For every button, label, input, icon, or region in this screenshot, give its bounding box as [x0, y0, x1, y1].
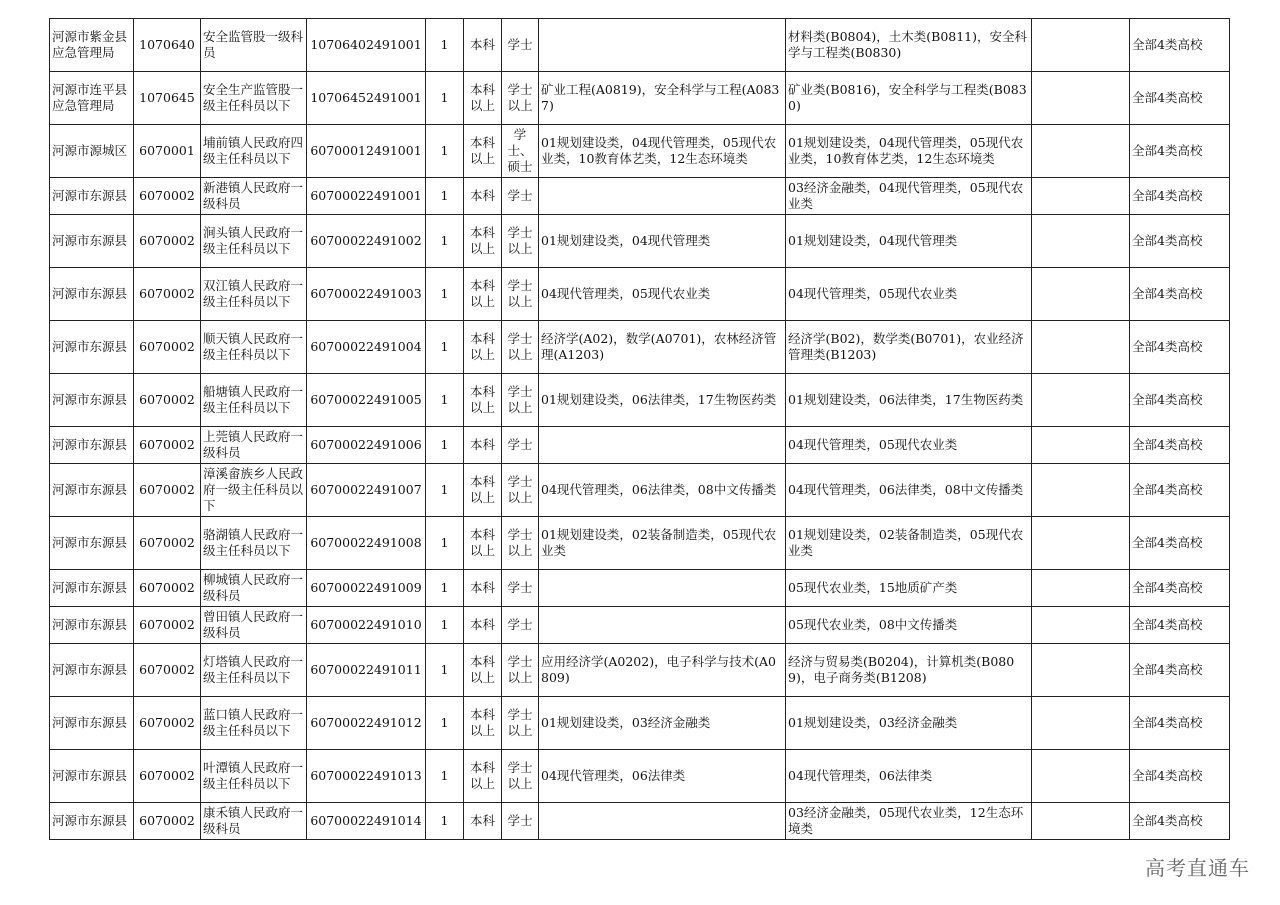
- bachelor-major-cell: 04现代管理类，05现代农业类: [786, 427, 1032, 464]
- other-requirement-cell: [1032, 750, 1130, 803]
- bachelor-major-cell: 矿业类(B0816)，安全科学与工程类(B0830): [786, 72, 1032, 125]
- other-requirement-cell: [1032, 215, 1130, 268]
- other-requirement-cell: [1032, 697, 1130, 750]
- position-cell: 上莞镇人民政府一级科员: [201, 427, 307, 464]
- position-cell: 新港镇人民政府一级科员: [201, 178, 307, 215]
- unit-code-cell: 1070640: [134, 19, 201, 72]
- unit-code-cell: 6070002: [134, 178, 201, 215]
- degree-cell: 学士: [502, 803, 539, 840]
- position-cell: 涧头镇人民政府一级主任科员以下: [201, 215, 307, 268]
- degree-cell: 学士: [502, 178, 539, 215]
- other-requirement-cell: [1032, 374, 1130, 427]
- education-cell: 本科以上: [464, 215, 502, 268]
- candidate-source-cell: 全部4类高校: [1130, 570, 1230, 607]
- hiring-count-cell: 1: [426, 215, 464, 268]
- bachelor-major-cell: 04现代管理类，06法律类，08中文传播类: [786, 464, 1032, 517]
- position-cell: 曾田镇人民政府一级科员: [201, 607, 307, 644]
- postgraduate-major-cell: [539, 19, 786, 72]
- postgraduate-major-cell: 04现代管理类，06法律类，08中文传播类: [539, 464, 786, 517]
- postgraduate-major-cell: [539, 803, 786, 840]
- unit-code-cell: 6070002: [134, 427, 201, 464]
- postgraduate-major-cell: [539, 427, 786, 464]
- unit-code-cell: 6070002: [134, 374, 201, 427]
- bachelor-major-cell: 01规划建设类，04现代管理类，05现代农业类，10教育体艺类，12生态环境类: [786, 125, 1032, 178]
- table-row: [50, 570, 1230, 607]
- other-requirement-cell: [1032, 464, 1130, 517]
- table-row: [50, 178, 1230, 215]
- degree-cell: 学士: [502, 19, 539, 72]
- postgraduate-major-cell: 01规划建设类，02装备制造类，05现代农业类: [539, 517, 786, 570]
- hiring-count-cell: 1: [426, 72, 464, 125]
- other-requirement-cell: [1032, 72, 1130, 125]
- unit-code-cell: 6070002: [134, 803, 201, 840]
- unit-cell: 河源市东源县: [50, 644, 134, 697]
- hiring-count-cell: 1: [426, 268, 464, 321]
- other-requirement-cell: [1032, 517, 1130, 570]
- unit-cell: 河源市东源县: [50, 268, 134, 321]
- other-requirement-cell: [1032, 321, 1130, 374]
- unit-cell: 河源市东源县: [50, 215, 134, 268]
- degree-cell: 学士以上: [502, 321, 539, 374]
- table-row: [50, 125, 1230, 178]
- degree-cell: 学士以上: [502, 750, 539, 803]
- candidate-source-cell: 全部4类高校: [1130, 750, 1230, 803]
- bachelor-major-cell: 材料类(B0804)，土木类(B0811)，安全科学与工程类(B0830): [786, 19, 1032, 72]
- education-cell: 本科: [464, 427, 502, 464]
- candidate-source-cell: 全部4类高校: [1130, 803, 1230, 840]
- candidate-source-cell: 全部4类高校: [1130, 374, 1230, 427]
- postgraduate-major-cell: 应用经济学(A0202)，电子科学与技术(A0809): [539, 644, 786, 697]
- unit-cell: 河源市东源县: [50, 697, 134, 750]
- hiring-count-cell: 1: [426, 125, 464, 178]
- bachelor-major-cell: 经济学(B02)，数学类(B0701)，农业经济管理类(B1203): [786, 321, 1032, 374]
- other-requirement-cell: [1032, 803, 1130, 840]
- candidate-source-cell: 全部4类高校: [1130, 268, 1230, 321]
- position-code-cell: 60700022491010: [307, 607, 426, 644]
- position-code-cell: 60700022491009: [307, 570, 426, 607]
- table-row: [50, 464, 1230, 517]
- position-code-cell: 60700022491007: [307, 464, 426, 517]
- table-row: [50, 697, 1230, 750]
- degree-cell: 学士以上: [502, 517, 539, 570]
- unit-code-cell: 6070002: [134, 464, 201, 517]
- candidate-source-cell: 全部4类高校: [1130, 125, 1230, 178]
- unit-code-cell: 6070002: [134, 215, 201, 268]
- table-row: [50, 517, 1230, 570]
- postgraduate-major-cell: [539, 607, 786, 644]
- table-row: [50, 750, 1230, 803]
- table-row: [50, 644, 1230, 697]
- degree-cell: 学士以上: [502, 72, 539, 125]
- candidate-source-cell: 全部4类高校: [1130, 607, 1230, 644]
- unit-code-cell: 6070002: [134, 321, 201, 374]
- bachelor-major-cell: 05现代农业类，15地质矿产类: [786, 570, 1032, 607]
- education-cell: 本科以上: [464, 321, 502, 374]
- degree-cell: 学士: [502, 570, 539, 607]
- hiring-count-cell: 1: [426, 803, 464, 840]
- hiring-count-cell: 1: [426, 570, 464, 607]
- postgraduate-major-cell: 经济学(A02)，数学(A0701)，农林经济管理(A1203): [539, 321, 786, 374]
- hiring-count-cell: 1: [426, 644, 464, 697]
- candidate-source-cell: 全部4类高校: [1130, 178, 1230, 215]
- degree-cell: 学士以上: [502, 697, 539, 750]
- education-cell: 本科以上: [464, 644, 502, 697]
- postgraduate-major-cell: 01规划建设类，04现代管理类，05现代农业类，10教育体艺类，12生态环境类: [539, 125, 786, 178]
- position-cell: 柳城镇人民政府一级科员: [201, 570, 307, 607]
- unit-cell: 河源市东源县: [50, 178, 134, 215]
- hiring-count-cell: 1: [426, 178, 464, 215]
- education-cell: 本科以上: [464, 750, 502, 803]
- position-code-cell: 60700012491001: [307, 125, 426, 178]
- degree-cell: 学士以上: [502, 268, 539, 321]
- positions-table: [49, 18, 1230, 840]
- hiring-count-cell: 1: [426, 19, 464, 72]
- education-cell: 本科以上: [464, 268, 502, 321]
- education-cell: 本科以上: [464, 125, 502, 178]
- education-cell: 本科以上: [464, 374, 502, 427]
- unit-code-cell: 1070645: [134, 72, 201, 125]
- position-code-cell: 60700022491003: [307, 268, 426, 321]
- candidate-source-cell: 全部4类高校: [1130, 321, 1230, 374]
- education-cell: 本科以上: [464, 72, 502, 125]
- unit-cell: 河源市东源县: [50, 803, 134, 840]
- position-cell: 漳溪畲族乡人民政府一级主任科员以下: [201, 464, 307, 517]
- table-row: [50, 427, 1230, 464]
- other-requirement-cell: [1032, 427, 1130, 464]
- position-code-cell: 10706402491001: [307, 19, 426, 72]
- position-cell: 蓝口镇人民政府一级主任科员以下: [201, 697, 307, 750]
- table-row: [50, 607, 1230, 644]
- position-cell: 双江镇人民政府一级主任科员以下: [201, 268, 307, 321]
- candidate-source-cell: 全部4类高校: [1130, 427, 1230, 464]
- postgraduate-major-cell: 04现代管理类，05现代农业类: [539, 268, 786, 321]
- degree-cell: 学士以上: [502, 464, 539, 517]
- other-requirement-cell: [1032, 268, 1130, 321]
- unit-cell: 河源市紫金县应急管理局: [50, 19, 134, 72]
- position-code-cell: 60700022491005: [307, 374, 426, 427]
- table-row: [50, 19, 1230, 72]
- unit-code-cell: 6070001: [134, 125, 201, 178]
- bachelor-major-cell: 01规划建设类，06法律类，17生物医药类: [786, 374, 1032, 427]
- bachelor-major-cell: 04现代管理类，05现代农业类: [786, 268, 1032, 321]
- position-cell: 船塘镇人民政府一级主任科员以下: [201, 374, 307, 427]
- unit-code-cell: 6070002: [134, 268, 201, 321]
- candidate-source-cell: 全部4类高校: [1130, 644, 1230, 697]
- bachelor-major-cell: 01规划建设类，03经济金融类: [786, 697, 1032, 750]
- postgraduate-major-cell: [539, 570, 786, 607]
- education-cell: 本科以上: [464, 464, 502, 517]
- other-requirement-cell: [1032, 19, 1130, 72]
- position-cell: 叶潭镇人民政府一级主任科员以下: [201, 750, 307, 803]
- unit-code-cell: 6070002: [134, 644, 201, 697]
- degree-cell: 学士以上: [502, 644, 539, 697]
- hiring-count-cell: 1: [426, 750, 464, 803]
- hiring-count-cell: 1: [426, 427, 464, 464]
- position-cell: 埔前镇人民政府四级主任科员以下: [201, 125, 307, 178]
- bachelor-major-cell: 04现代管理类，06法律类: [786, 750, 1032, 803]
- unit-cell: 河源市东源县: [50, 570, 134, 607]
- table-row: [50, 72, 1230, 125]
- other-requirement-cell: [1032, 570, 1130, 607]
- position-code-cell: 60700022491014: [307, 803, 426, 840]
- bachelor-major-cell: 01规划建设类，02装备制造类，05现代农业类: [786, 517, 1032, 570]
- position-code-cell: 60700022491012: [307, 697, 426, 750]
- position-cell: 骆湖镇人民政府一级主任科员以下: [201, 517, 307, 570]
- unit-code-cell: 6070002: [134, 570, 201, 607]
- candidate-source-cell: 全部4类高校: [1130, 72, 1230, 125]
- position-cell: 灯塔镇人民政府一级主任科员以下: [201, 644, 307, 697]
- unit-cell: 河源市东源县: [50, 750, 134, 803]
- degree-cell: 学士以上: [502, 374, 539, 427]
- table-row: [50, 321, 1230, 374]
- position-code-cell: 10706452491001: [307, 72, 426, 125]
- position-code-cell: 60700022491002: [307, 215, 426, 268]
- bachelor-major-cell: 03经济金融类，04现代管理类，05现代农业类: [786, 178, 1032, 215]
- other-requirement-cell: [1032, 178, 1130, 215]
- unit-cell: 河源市连平县应急管理局: [50, 72, 134, 125]
- table-row: [50, 803, 1230, 840]
- education-cell: 本科: [464, 803, 502, 840]
- postgraduate-major-cell: 04现代管理类，06法律类: [539, 750, 786, 803]
- postgraduate-major-cell: 01规划建设类，03经济金融类: [539, 697, 786, 750]
- postgraduate-major-cell: [539, 178, 786, 215]
- degree-cell: 学士: [502, 607, 539, 644]
- other-requirement-cell: [1032, 125, 1130, 178]
- table-row: [50, 374, 1230, 427]
- education-cell: 本科: [464, 607, 502, 644]
- degree-cell: 学士以上: [502, 215, 539, 268]
- candidate-source-cell: 全部4类高校: [1130, 215, 1230, 268]
- candidate-source-cell: 全部4类高校: [1130, 697, 1230, 750]
- other-requirement-cell: [1032, 644, 1130, 697]
- unit-cell: 河源市东源县: [50, 427, 134, 464]
- candidate-source-cell: 全部4类高校: [1130, 19, 1230, 72]
- table-row: [50, 215, 1230, 268]
- postgraduate-major-cell: 01规划建设类，04现代管理类: [539, 215, 786, 268]
- education-cell: 本科以上: [464, 517, 502, 570]
- candidate-source-cell: 全部4类高校: [1130, 464, 1230, 517]
- unit-code-cell: 6070002: [134, 697, 201, 750]
- unit-cell: 河源市东源县: [50, 517, 134, 570]
- position-code-cell: 60700022491011: [307, 644, 426, 697]
- position-code-cell: 60700022491004: [307, 321, 426, 374]
- bachelor-major-cell: 01规划建设类，04现代管理类: [786, 215, 1032, 268]
- table-body: [50, 19, 1230, 840]
- unit-cell: 河源市源城区: [50, 125, 134, 178]
- unit-cell: 河源市东源县: [50, 374, 134, 427]
- postgraduate-major-cell: 01规划建设类，06法律类，17生物医药类: [539, 374, 786, 427]
- hiring-count-cell: 1: [426, 607, 464, 644]
- position-code-cell: 60700022491008: [307, 517, 426, 570]
- table-row: [50, 268, 1230, 321]
- position-cell: 安全生产监管股一级主任科员以下: [201, 72, 307, 125]
- education-cell: 本科: [464, 178, 502, 215]
- watermark-text: 高考直通车: [1145, 856, 1250, 880]
- position-code-cell: 60700022491001: [307, 178, 426, 215]
- bachelor-major-cell: 03经济金融类，05现代农业类，12生态环境类: [786, 803, 1032, 840]
- hiring-count-cell: 1: [426, 697, 464, 750]
- bachelor-major-cell: 05现代农业类，08中文传播类: [786, 607, 1032, 644]
- unit-code-cell: 6070002: [134, 607, 201, 644]
- position-cell: 顺天镇人民政府一级主任科员以下: [201, 321, 307, 374]
- other-requirement-cell: [1032, 607, 1130, 644]
- position-cell: 安全监管股一级科员: [201, 19, 307, 72]
- education-cell: 本科: [464, 570, 502, 607]
- hiring-count-cell: 1: [426, 374, 464, 427]
- degree-cell: 学士: [502, 427, 539, 464]
- candidate-source-cell: 全部4类高校: [1130, 517, 1230, 570]
- position-code-cell: 60700022491006: [307, 427, 426, 464]
- bachelor-major-cell: 经济与贸易类(B0204)，计算机类(B0809)，电子商务类(B1208): [786, 644, 1032, 697]
- hiring-count-cell: 1: [426, 464, 464, 517]
- position-cell: 康禾镇人民政府一级科员: [201, 803, 307, 840]
- hiring-count-cell: 1: [426, 517, 464, 570]
- education-cell: 本科以上: [464, 697, 502, 750]
- unit-code-cell: 6070002: [134, 517, 201, 570]
- degree-cell: 学士、硕士: [502, 125, 539, 178]
- postgraduate-major-cell: 矿业工程(A0819)，安全科学与工程(A0837): [539, 72, 786, 125]
- unit-code-cell: 6070002: [134, 750, 201, 803]
- hiring-count-cell: 1: [426, 321, 464, 374]
- unit-cell: 河源市东源县: [50, 607, 134, 644]
- position-code-cell: 60700022491013: [307, 750, 426, 803]
- unit-cell: 河源市东源县: [50, 321, 134, 374]
- education-cell: 本科: [464, 19, 502, 72]
- unit-cell: 河源市东源县: [50, 464, 134, 517]
